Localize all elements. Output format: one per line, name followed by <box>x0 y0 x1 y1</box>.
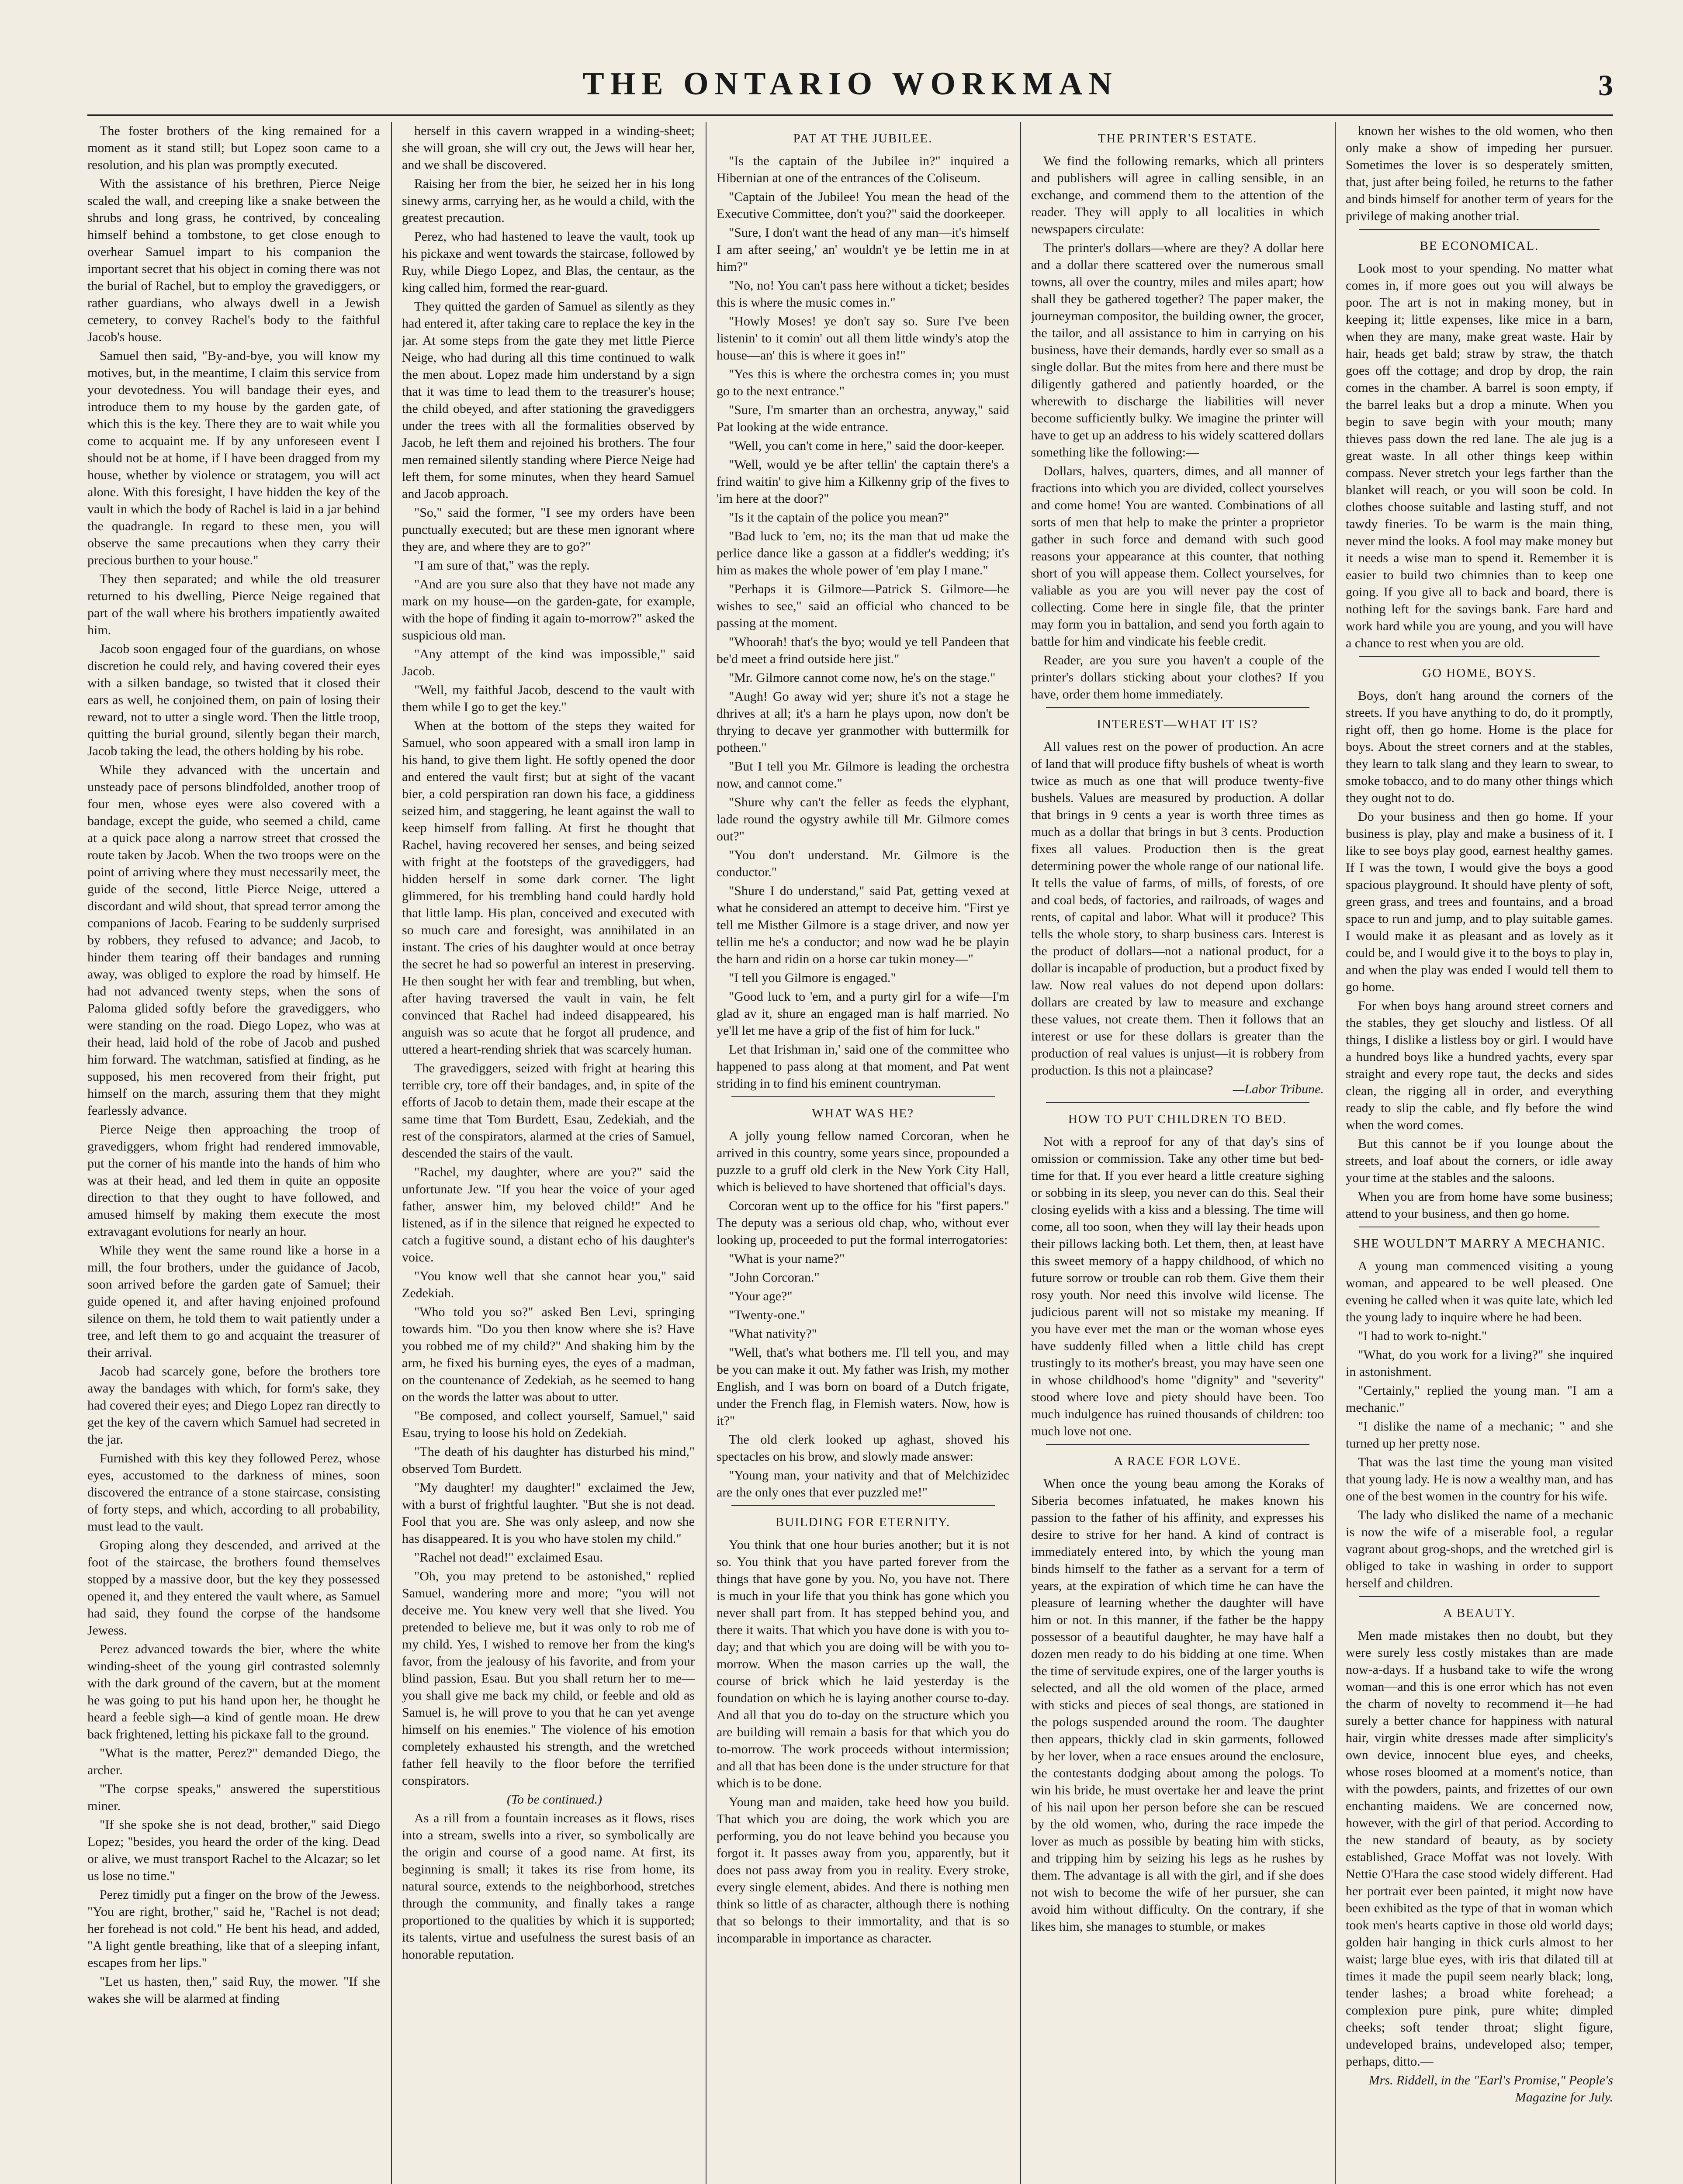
paragraph: "The corpse speaks," answered the superstitious miner. <box>87 1782 380 1813</box>
paragraph: Not with a reproof for any of that day's sins of omission or commission. Take any other time but bed-time for that. If you ever heard a little creature sighing or sobbing in its sleep, you never can do this. Seal their closing eyelids with a kiss and a blessing. The time will come, all too soon, when they will lay their heads upon their pillows lacking both. Let them, then, at least have this sweet memory of a happy childhood, of which no future sorrow or trouble can rob them. Give them their rosy youth. Nor need this involve wild license. The judicious parent will not so mistake my meaning. If you have ever met the man or the woman whose eyes have suddenly filled when a little child has crept trustingly to its mother's breast, you may have seen one in whose childhood's home "dignity" and "severity" stood where love and piety should have been. Too much indulgence has ruined thousands of children: too much love not one. <box>1031 1134 1324 1438</box>
paragraph: "Let us hasten, then," said Ruy, the mower. "If she wakes she will be alarmed at finding <box>87 1974 380 2006</box>
column-1 <box>87 122 380 2184</box>
article-divider <box>1359 1596 1600 1597</box>
article-divider <box>1046 1444 1309 1445</box>
article-heading: BUILDING FOR ETERNITY. <box>775 1515 951 1529</box>
paragraph: "Is the captain of the Jubilee in?" inquired a Hibernian at one of the entrances of the Coliseum. <box>717 154 1009 185</box>
paragraph: "Perhaps it is Gilmore—Patrick S. Gilmore—he wishes to see," said an official who chanced to be passing at the moment. <box>717 582 1009 630</box>
paragraph: "No, no! You can't pass here without a ticket; besides this is where the music comes in." <box>717 278 1009 310</box>
paragraph: "Oh, you may pretend to be astonished," replied Samuel, wandering more and more; "you will not deceive me. You knew very well that she lived. You pretended to believe me, but it was only to rob me of my child. Yes, I wished to remove her from the king's favor, from the jealousy of his favorite, and from your blind passion, Esau. But you shall return her to me—you shall give me back my child, or feeble and old as Samuel is, he will prove to you that he can yet avenge himself on his enemies." The violence of his emotion completely exhausted his strength, and the wretched father fell heavily to the floor before the terrified conspirators. <box>402 1569 695 1788</box>
article-body <box>1031 1133 1324 1440</box>
paragraph: "I dislike the name of a mechanic; " and she turned up her pretty nose. <box>1346 1419 1613 1451</box>
paragraph: "Howly Moses! ye don't say so. Sure I've been listenin' to it comin' out all them little windy's atop the house—an' this is where it goes in!" <box>717 314 1009 363</box>
paragraph: "What is your name?" <box>729 1251 845 1266</box>
article-heading: BE ECONOMICAL. <box>1420 239 1539 253</box>
columns <box>87 122 1613 2184</box>
paragraph: known her wishes to the old women, who then only make a show of impeding her pursuer. Sometimes the lover is so desperately smitten, that, just after being foiled, he returns to the father and binds himself for another term of years for the privilege of making another trial. <box>1346 124 1613 223</box>
column-divider <box>1335 122 1336 2184</box>
article-body <box>717 1127 1009 1501</box>
paragraph: "Your age?" <box>729 1289 793 1303</box>
serial-story-continued <box>402 122 695 1963</box>
paragraph: "Any attempt of the kind was impossible," said Jacob. <box>402 647 695 678</box>
paragraph: All values rest on the power of production. An acre of land that will produce fifty bushels of wheat is worth twice as much as one that will produce twenty-five bushels. Values are measured by production. A dollar that brings in 9 cents a year is worth three times as much as a dollar that brings in but 3 cents. Production fixes all values. Production then is the great determining power the whole range of our national life. It tells the value of farms, of mills, of forests, of ore and coal beds, of factories, and railroads, of wages and rents, of capital and labor. What will it produce? This tells the whole story, to sharp business cars. Interest is the product of dollars—not a national product, for a dollar is incapable of production, but a product fixed by law. Now real values do not depend upon dollars: dollars are created by law to measure and exchange these values, not create them. Then it follows that an interest or use for these dollars is greater than the production of real values is unjust—it is robbery from production. Is this not a plaincase? <box>1031 740 1324 1078</box>
paragraph: "Shure I do understand," said Pat, getting vexed at what he considered an attempt to deceive him. "First ye tell me Misther Gilmore is a stage driver, and now yer tellin me he's a conductor; and now wad he be playin the harn and ridin on a horse car tukin money—" <box>717 884 1009 966</box>
paragraph: Samuel then said, "By-and-bye, you will know my motives, but, in the meantime, I claim this service from your devotedness. You will bandage their eyes, and introduce them to my house by the garden gate, of which this is the key. There they are to wait while you come to acquaint me. If by any unforeseen event I should not be at home, if I have been dragged from my house, whether by violence or stratagem, you will act alone. With this foresight, I have hidden the key of the vault in which the body of Rachel is laid in a jar behind the quadrangle. In regard to these men, you will observe the same precautions when they carry their precious burthen to your house." <box>87 349 380 567</box>
article-credit: Mrs. Riddell, in the "Earl's Promise," People's Magazine for July. <box>1368 2073 1613 2105</box>
paragraph: Young man and maiden, take heed how you build. That which you are doing, the work which you are performing, you do not leave behind you because you forgot it. It passes away from you, apparently, but it does not pass away from you in reality. Every stroke, every single element, abides. And there is nothing men think so little of as character, although there is nothing that so belongs to their immortality, and that is so incomparable in importance as character. <box>717 1795 1009 1946</box>
paragraph: "Bad luck to 'em, no; its the man that ud make the perlice dance like a gasson at a fiddler's wedding; it's him as makes the whole power of 'em play I mane." <box>717 529 1009 577</box>
paragraph: We find the following remarks, which all printers and publishers will agree in calling sensible, in an exchange, and commend them to the attention of the reader. They will apply to all localities in which newspapers circulate: <box>1031 154 1324 236</box>
paragraph: Raising her from the bier, he seized her in his long sinewy arms, carrying her, as he would a child, with the greatest precaution. <box>402 176 695 225</box>
paragraph: Do your business and then go home. If your business is play, play and make a business of it. I like to see boys play good, earnest healthy games. If I was the town, I would give the boys a good spacious playground. It should have plenty of soft, green grass, and trees and fountains, and a broad space to run and jump, and to play suitable games. I would make it as pleasant and as lovely as it could be, and I would give it to the boys to play in, and when the play was ended I would tell them to go home. <box>1346 809 1613 994</box>
paragraph: Furnished with this key they followed Perez, whose eyes, accustomed to the darkness of mines, soon discovered the entrance of a stone staircase, consisting of forty steps, and which, according to all probability, must lead to the vault. <box>87 1451 380 1534</box>
paragraph: While they advanced with the uncertain and unsteady pace of persons blindfolded, another troop of four men, whose eyes were also covered with a bandage, except the guide, who seemed a child, came at a quick pace along a narrow street that crossed the route taken by Jacob. When the two troops were on the point of arriving where they must necessarily meet, the guide of the second, little Pierce Neige, uttered a discordant and wild shout, that spread terror among the companions of Jacob. Fearing to be suddenly surprised by robbers, they refused to advance; and Jacob, to hinder them tearing off their bandages and running away, was obliged to explore the road by himself. He had not advanced twenty steps, when the sons of Paloma glided softly before the gravediggers, who were standing on the road. Diego Lopez, who was at their head, laid hold of the robe of Jacob and pushed him forward. The watchman, satisfied at finding, as he supposed, his men recovered from their fright, put himself on the march, assuring them that they might fearlessly advance. <box>87 763 380 1118</box>
paragraph: A jolly young fellow named Corcoran, when he arrived in this country, some years since, propounded a puzzle to a gruff old clerk in the New York City Hall, which is believed to have shortened that official's days. <box>717 1129 1009 1194</box>
article-body <box>1031 738 1324 1079</box>
paragraph: "Yes this is where the orchestra comes in; you must go to the next entrance." <box>717 367 1009 398</box>
paragraph: The printer's dollars—where are they? A dollar here and a dollar there scattered over the numerous small towns, all over the country, miles and miles apart; how shall they be gathered together? The paper maker, the journeyman compositor, the building owner, the grocer, the tailor, and all assistance to him in carrying on his business, have their demands, hardly ever so small as a single dollar. But the mites from here and there must be diligently gathered and patiently hoarded, or the wherewith to discharge the liabilities will never become sufficiently bulky. We imagine the printer will have to get up an address to his widely scattered dollars something like the following:— <box>1031 241 1324 460</box>
paragraph: The old clerk looked up aghast, shoved his spectacles on his brow, and slowly made answer: <box>717 1432 1009 1464</box>
article-divider <box>1046 707 1309 708</box>
paragraph: "Who told you so?" asked Ben Levi, springing towards him. "Do you then know where she is? Have you robbed me of my child?" And shaking him by the arm, he fixed his burning eyes, the eyes of a madman, on the countenance of Zedekiah, as he seemed to hang on the words the latter was about to utter. <box>402 1305 695 1404</box>
column-divider <box>1020 122 1021 2184</box>
paragraph: "Sure, I don't want the head of any man—it's himself I am after seeing,' an' wouldn't ye be lettin me in at him?" <box>717 225 1009 274</box>
paragraph: Reader, are you sure you haven't a couple of the printer's dollars sticking about your clothes? If you have, order them home immediately. <box>1031 653 1324 702</box>
paragraph: Dollars, halves, quarters, dimes, and all manner of fractions into which you are divided, collect yourselves and come home! You are wanted. Combinations of all sorts of men that help to make the printer a proprietor gather in such force and demand with such good reasons your appearance at this counter, that nothing short of you will appease them. Collect yourselves, for valiable as you are you will never pay the cost of collecting. Come here in single file, that the printer may form you in battalion, and send you forth again to battle for him and vindicate his feeble credit. <box>1031 464 1324 649</box>
paragraph: "Shure why can't the feller as feeds the elyphant, lade round the ogystry awhile till Mr. Gilmore comes out?" <box>717 795 1009 843</box>
article-body <box>717 152 1009 1092</box>
article-body <box>1346 1258 1613 1592</box>
column-4 <box>1031 122 1324 2184</box>
column-2 <box>402 122 695 2184</box>
masthead-rule <box>87 114 1613 116</box>
paragraph: "Twenty-one." <box>729 1308 805 1322</box>
paragraph: "You know well that she cannot hear you," said Zedekiah. <box>402 1269 695 1300</box>
column-divider <box>391 122 392 2184</box>
article-credit: —Labor Tribune. <box>1233 1082 1324 1096</box>
paragraph: "Whoorah! that's the byo; would ye tell Pandeen that be'd meet a frind outside here jist." <box>717 635 1009 666</box>
paragraph: "What nativity?" <box>729 1327 817 1341</box>
article-heading: PAT AT THE JUBILEE. <box>793 131 933 145</box>
article-body <box>1031 152 1324 703</box>
paragraph: "Well, my faithful Jacob, descend to the vault with them while I go to get the key." <box>402 683 695 714</box>
article-divider <box>731 1505 995 1506</box>
article-body <box>1346 687 1613 1222</box>
paragraph: "Sure, I'm smarter than an orchestra, anyway," said Pat looking at the wide entrance. <box>717 403 1009 434</box>
paragraph: (To be continued.) <box>506 1792 603 1807</box>
paragraph: Groping along they descended, and arrived at the foot of the staircase, the brothers found themselves stopped by a massive door, but the key they possessed opened it, and they entered the vault where, as Samuel had said, they found the corpse of the handsome Jewess. <box>87 1538 380 1638</box>
paragraph: Let that Irishman in,' said one of the committee who happened to pass along at that moment, and Pat went striding in to find his eminent countryman. <box>717 1042 1009 1091</box>
paragraph: Corcoran went up to the office for his "first papers." The deputy was a serious old chap, who, without ever looking up, proceeded to put the formal interrogatories: <box>717 1199 1009 1247</box>
column-3 <box>717 122 1009 2184</box>
paragraph: The gravediggers, seized with fright at hearing this terrible cry, tore off their bandages, and, in spite of the efforts of Jacob to detain them, made their escape at the same time that Tom Burdett, Esau, Zedekiah, and the rest of the conspirators, alarmed at the cries of Samuel, descended the stairs of the vault. <box>402 1061 695 1161</box>
article-divider <box>731 1096 995 1097</box>
paragraph: They then separated; and while the old treasurer returned to his dwelling, Pierce Neige regained that part of the wall where his brothers impatiently awaited him. <box>87 572 380 637</box>
paragraph: But this cannot be if you lounge about the streets, and loaf about the corners, or idle away your time at the stables and the saloons. <box>1346 1137 1613 1185</box>
paragraph: "Young man, your nativity and that of Melchizidec are the only ones that ever puzzled me!" <box>717 1468 1009 1500</box>
paragraph: "I am sure of that," was the reply. <box>414 558 590 573</box>
paragraph: Jacob had scarcely gone, before the brothers tore away the bandages with which, for form's sake, they had covered their eyes; and Diego Lopez ran directly to get the key of the cavern which Samuel had secreted in the jar. <box>87 1364 380 1447</box>
paragraph: Perez advanced towards the bier, where the white winding-sheet of the young girl contrasted solemnly with the dark ground of the cavern, but at the moment he was going to put his hand upon her, he thought he heard a feeble sigh—a kind of gentle moan. He drew back frightened, letting his pickaxe fall to the ground. <box>87 1642 380 1742</box>
paragraph: "Certainly," replied the young man. "I am a mechanic." <box>1346 1383 1613 1415</box>
paragraph: For when boys hang around street corners and the stables, they get slouchy and listless. Of all things, I dislike a listless boy or girl. I would have a hundred boys like a hundred yachts, every spar straight and every rope taut, the decks and sides clean, the rigging all in order, and everything ready to slip the cable, and fly before the wind when the word comes. <box>1346 999 1613 1132</box>
article-body <box>1031 1475 1324 1935</box>
article-heading: HOW TO PUT CHILDREN TO BED. <box>1068 1112 1287 1126</box>
paragraph: "Is it the captain of the police you mean?" <box>729 510 949 525</box>
paragraph: You think that one hour buries another; but it is not so. You think that you have parted forever from the things that have gone by you. No, you have not. There is much in your life that you think has gone which you never shall part from. It has stepped behind you, and there it waits. That which you have done is with you to-day; and that which you are doing will be with you to-morrow. When the mason carries up the wall, the course of brick which he laid yesterday is the foundation on which he is laying another course to-day. And all that you do to-day on the structure which you are building will remain a basis for that which you do to-morrow. The work proceeds without intermission; and all that has been done is the under structure for that which is to be done. <box>717 1538 1009 1790</box>
article-body <box>1346 260 1613 652</box>
paragraph: Perez timidly put a finger on the brow of the Jewess. "You are right, brother," said he, "Rachel is not dead; her forehead is not cold." He bent his head, and added, "A light gentle breathing, like that of a sleeping infant, escapes from her lips." <box>87 1887 380 1970</box>
paragraph: The lady who disliked the name of a mechanic is now the wife of a miserable fool, a regular vagrant about grog-shops, and the wretched girl is obliged to take in washing in order to support herself and children. <box>1346 1508 1613 1590</box>
article-body <box>717 1536 1009 1947</box>
paragraph: As a rill from a fountain increases as it flows, rises into a stream, swells into a river, so symbolically are the origin and course of a good name. At first, its beginning is small; it takes its rise from home, its natural source, extends to the neighborhood, stretches through the community, and finally takes a range proportioned to the qualities by which it is supported; its talents, virtue and usefulness the surest basis of an honorable reputation. <box>402 1811 695 1962</box>
paragraph: "My daughter! my daughter!" exclaimed the Jew, with a burst of frightful laughter. "But she is not dead. Fool that you are. She was only asleep, and now she has disappeared. It is you who have stolen my child." <box>402 1480 695 1546</box>
paragraph: "I had to work to-night." <box>1358 1329 1487 1343</box>
paragraph: "Rachel not dead!" exclaimed Esau. <box>414 1550 603 1565</box>
article-heading: THE PRINTER'S ESTATE. <box>1098 131 1257 145</box>
paragraph: Pierce Neige then approaching the troop of gravediggers, whom fright had rendered immovable, put the corner of his mantle into the hands of him who was at their head, and led them in quite an opposite direction to that they ought to have followed, and amused himself by making them execute the most extravagant evolutions for nearly an hour. <box>87 1122 380 1239</box>
newspaper-title: THE ONTARIO WORKMAN <box>582 66 1118 102</box>
article-divider <box>1359 656 1600 657</box>
article-heading: WHAT WAS HE? <box>812 1106 914 1120</box>
paragraph: "You don't understand. Mr. Gilmore is the conductor." <box>717 848 1009 879</box>
article-body <box>1346 1627 1613 2070</box>
paragraph: "Be composed, and collect yourself, Samuel," said Esau, trying to loose his hold on Zedekiah. <box>402 1409 695 1440</box>
paragraph: Men made mistakes then no doubt, but they were surely less costly mistakes than are made now-a-days. If a husband take to wife the wrong woman—and this is one error which has not even the charm of novelty to recommend it—he had surely a better chance for happiness with natural hair, virgin white dresses made after simplicity's own device, innocent blue eyes, and cheeks, whose roses bloomed at a moment's notice, than with the powders, paints, and frizettes of our own enchanting maidens. We are concerned now, however, with the girl of that period. According to the new standard of beauty, as by society established, Grace Moffat was not lovely. With Nettie O'Hara the case stood widely different. Had her portrait ever been painted, it might now have been exhibited as the type of that in woman which took men's hearts captive in those old world days; golden hair hanging in thick curls almost to her waist; large blue eyes, with iris that dilated till at times it made the pupil seem nearly black; long, tender lashes; a broad white forehead; a complexion pure pink, pure white; dimpled cheeks; soft tender throat; slight figure, undeveloped brains, undeveloped also; temper, perhaps, ditto.— <box>1346 1628 1613 2069</box>
page-number: 3 <box>1598 69 1613 102</box>
paragraph: "Well, you can't come in here," said the door-keeper. <box>729 439 1004 453</box>
column-5 <box>1346 122 1613 2184</box>
paragraph: That was the last time the young man visited that young lady. He is now a wealthy man, and has one of the best women in the country for his wife. <box>1346 1455 1613 1503</box>
paragraph: "What is the matter, Perez?" demanded Diego, the archer. <box>87 1746 380 1777</box>
paragraph: Jacob soon engaged four of the guardians, on whose discretion he could rely, and having covered their eyes with a silken bandage, so twisted that it closed their ears as well, he conjoined them, on pain of losing their reward, not to utter a single word. Then the little troop, quitting the burial ground, silently began their march, Jacob taking the lead, the others holding by his robe. <box>87 642 380 758</box>
paragraph: When at the bottom of the steps they waited for Samuel, who soon appeared with a small iron lamp in his hand, to give them light. He softly opened the door and entered the vault first; but at sight of the vacant bier, a cold perspiration ran down his face, a giddiness seized him, and staggering, he leant against the wall to keep himself from falling. At first he thought that Rachel, having recovered her senses, and being seized with fright at the footsteps of the gravediggers, had hidden herself in some dark corner. The light glimmered, for his trembling hand could hardly hold that little lamp. His plan, conceived and executed with so much care and foresight, was annihilated in an instant. The cries of his daughter would at once betray the secret he had so powerful an interest in preserving. He then sought her with fear and trembling, but when, after having traversed the vault in vain, he felt convinced that Rachel had indeed disappeared, his anguish was so acute that he forgot all prudence, and uttered a heart-rending shriek that was scarcely human. <box>402 719 695 1057</box>
article-divider <box>1359 229 1600 230</box>
paragraph: "What, do you work for a living?" she inquired in astonishment. <box>1346 1348 1613 1379</box>
paragraph: "The death of his daughter has disturbed his mind," observed Tom Burdett. <box>402 1444 695 1476</box>
article-heading: SHE WOULDN'T MARRY A MECHANIC. <box>1353 1237 1606 1251</box>
paragraph: Boys, don't hang around the corners of the streets. If you have anything to do, do it promptly, right off, then go home. Home is the place for boys. About the street corners and at the stables, they learn to talk slang and they learn to swear, to smoke tobacco, and to do many other things which they ought not to do. <box>1346 688 1613 805</box>
article-heading: A BEAUTY. <box>1443 1606 1516 1620</box>
paragraph: While they went the same round like a horse in a mill, the four brothers, under the guidance of Jacob, soon arrived before the garden gate of Samuel; their guide opened it, and after having enjoined profound silence on them, he told them to wait patiently under a tree, and left them to go and acquaint the treasurer of their arrival. <box>87 1243 380 1360</box>
paragraph: "Good luck to 'em, and a purty girl for a wife—I'm glad av it, shure an engaged man is half married. No ye'll let me have a grip of the fist of him for luck." <box>717 989 1009 1038</box>
paragraph: "I tell you Gilmore is engaged." <box>729 971 896 985</box>
paragraph: "Augh! Go away wid yer; shure it's not a stage he dhrives at all; it's a harn he plays upon, now don't be thrying to decave yer granmother with buttermilk for potheen." <box>717 689 1009 755</box>
paragraph: They quitted the garden of Samuel as silently as they had entered it, after taking care to replace the key in the jar. At some steps from the gate they met little Pierce Neige, who had during all this time continued to walk the men about. Lopez made him understand by a sign that it was time to lead them to the treasurer's house; the child obeyed, and after stationing the gravediggers under the trees with all the formalities observed by Jacob, he left them and rejoined his brothers. The four men remained silently standing where Pierce Neige had left them, for some minutes, when they heard Samuel and Jacob approach. <box>402 299 695 501</box>
paragraph: "If she spoke she is not dead, brother," said Diego Lopez; "besides, you heard the order of the king. Dead or alive, we must transport Rachel to the Alcazar; so let us lose no time." <box>87 1818 380 1883</box>
paragraph: "But I tell you Mr. Gilmore is leading the orchestra now, and cannot come." <box>717 759 1009 791</box>
paragraph: The foster brothers of the king remained for a moment as it stand still; but Lopez soon came to a resolution, and his plan was promptly executed. <box>87 124 380 172</box>
paragraph: When once the young beau among the Koraks of Siberia becomes infatuated, he makes known his passion to the father of his affinity, and expresses his desire to strive for her hand. A kind of contract is immediately entered into, by which the young man binds himself to the father as a servant for a term of years, at the expiration of which time he can have the pleasure of learning whether the daughter will have him or not. In this manner, if the father be the happy possessor of a beautiful daughter, he may have half a dozen men ready to do his bidding at one time. When the time of servitude expires, one of the larger youths is selected, and all the old women of the place, armed with sticks and pieces of seal thongs, are stationed in the pologs suspended around the room. The daughter then appears, thickly clad in skin garments, followed by her lover, when a race ensues around the enclosure, the contestants dodging about among the pologs. To win his bride, he must overtake her and leave the print of his nail upon her person before she can be rescued by the old women, who, during the race impede the lover as much as possible by beating him with sticks, and tripping him by seizing his legs as he rushes by them. The advantage is all with the girl, and if she does not wish to become the wife of her pursuer, she can avoid him without difficulty. On the contrary, if she likes him, she manages to stumble, or makes <box>1031 1476 1324 1934</box>
paragraph: herself in this cavern wrapped in a winding-sheet; she will groan, she will cry out, the Jews will hear her, and we shall be discovered. <box>402 124 695 172</box>
article-heading: A RACE FOR LOVE. <box>1114 1454 1241 1468</box>
paragraph: "So," said the former, "I see my orders have been punctually executed; but are these men ignorant where they are, and where they are to go?" <box>402 505 695 554</box>
article-heading: INTEREST—WHAT IT IS? <box>1097 717 1258 731</box>
article-divider <box>1046 1102 1309 1103</box>
article-body <box>1346 122 1613 225</box>
masthead <box>87 66 1613 114</box>
paragraph: "Rachel, my daughter, where are you?" said the unfortunate Jew. "If you hear the voice of your aged father, answer him, my beloved child!" And he listened, as if in the silence that reigned he expected to catch a fugitive sound, a distant echo of his daughter's voice. <box>402 1165 695 1265</box>
paragraph: Look most to your spending. No matter what comes in, if more goes out you will always be poor. The art is not in making money, but in keeping it; little expenses, like mice in a barn, when they are many, make great waste. Hair by hair, heads get bald; straw by straw, the thatch goes off the cottage; and drop by drop, the rain comes in the chamber. A barrel is soon empty, if the barrel leaks but a drop a minute. When you begin to save begin with your mouth; many thieves pass down the red lane. The ale jug is a great waste. In all other things keep within compass. Never stretch your legs farther than the blanket will reach, or you will soon be cold. In clothes choose suitable and lasting stuff, and not tawdy fineries. To be warm is the main thing, never mind the looks. A fool may make money but it needs a wise man to spend it. Remember it is easier to build two chimnies than to keep one going. If you give all to back and board, there is nothing left for the savings bank. Fare hard and work hard while you are young, and you will have a chance to rest when you are old. <box>1346 261 1613 650</box>
paragraph: "Mr. Gilmore cannot come now, he's on the stage." <box>729 670 996 685</box>
paragraph: Perez, who had hastened to leave the vault, took up his pickaxe and went towards the staircase, followed by Ruy, while Diego Lopez, and Blas, the centaur, as the king called him, formed the rear-guard. <box>402 229 695 295</box>
paragraph: "Captain of the Jubilee! You mean the head of the Executive Committee, don't you?" said the doorkeeper. <box>717 190 1009 221</box>
paragraph: "Well, that's what bothers me. I'll tell you, and may be you can make it out. My father was Irish, my mother English, and I was born on board of a Dutch frigate, under the French flag, in Flemish waters. Now, how is it?" <box>717 1345 1009 1428</box>
article-heading: GO HOME, BOYS. <box>1422 666 1537 680</box>
paragraph: "John Corcoran." <box>729 1270 820 1285</box>
paragraph: With the assistance of his brethren, Pierce Neige scaled the wall, and creeping like a snake between the shrubs and long grass, he contrived, by concealing himself behind a tombstone, to get close enough to overhear Samuel impart to his companion the important secret that his object in coming there was not the burial of Rachel, but to employ the gravediggers, or rather guardians, who always dwell in a Jewish cemetery, to convey Rachel's body to the faithful Jacob's house. <box>87 176 380 344</box>
paragraph: "And are you sure also that they have not made any mark on my house—on the garden-gate, for example, with the hope of finding it again to-morrow?" asked the suspicious old man. <box>402 577 695 643</box>
paragraph: When you are from home have some business; attend to your business, and then go home. <box>1346 1189 1613 1221</box>
paragraph: "Well, would ye be after tellin' the captain there's a frind waitin' to give him a Kilkenny grip of the fives to 'im here at the door?" <box>717 457 1009 506</box>
paragraph: A young man commenced visiting a young woman, and appeared to be well pleased. One evening he called when it was quite late, which led the young lady to inquire where he had been. <box>1346 1259 1613 1324</box>
